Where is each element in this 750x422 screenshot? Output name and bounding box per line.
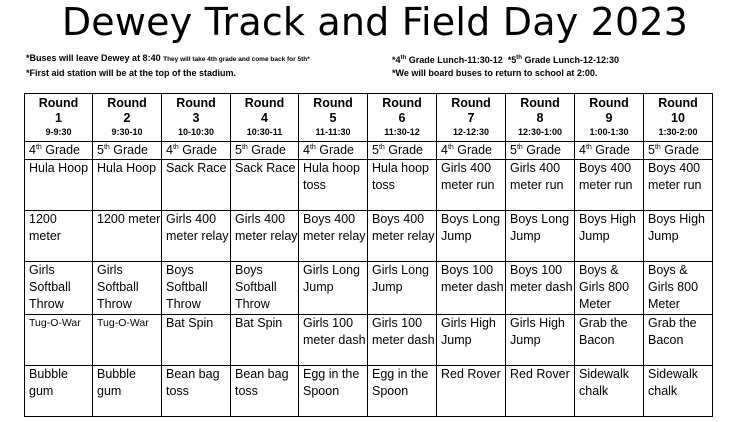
grade-number: 5 [97,143,104,157]
activity-cell: Girls Long Jump [299,262,368,314]
grade-suffix: th [516,143,523,151]
activity-cell: Boys 400 meter run [644,160,713,211]
activity-row [25,262,713,314]
grade-cell [575,142,644,160]
grade-cell [506,142,575,160]
round-header [231,94,299,142]
round-label: Round [313,96,353,110]
round-number: 3 [192,111,200,125]
grade-number: 5 [372,143,379,157]
grade-suffix: th [447,143,454,151]
round-header [368,94,437,142]
round-label: Round [451,96,491,110]
grade-word: Grade [247,143,287,157]
grade-number: 4 [303,143,310,157]
activity-cell: Boys High Jump [575,211,644,262]
activity-cell: Boys Long Jump [506,211,575,262]
round-label: Round [658,96,698,110]
activity-cell: Girls Softball Throw [25,262,93,314]
activity-cell: Boys 100 meter dash [506,262,575,314]
activity-cell: Girls High Jump [437,314,506,365]
activity-cell: Tug-O-War [93,314,162,365]
grade-number: 5 [510,143,517,157]
activity-cell: Boys Softball Throw [231,262,299,314]
round-time: 12:30-1:00 [517,127,563,137]
grade-suffix: th [378,143,385,151]
round-number: 2 [123,111,131,125]
activity-row [25,314,713,365]
grade-suffix: th [585,143,592,151]
activity-cell: Egg in the Spoon [368,365,437,416]
grade-word: Grade [41,143,81,157]
activity-cell: Boys Long Jump [437,211,506,262]
round-header [644,94,713,142]
activity-cell: Hula hoop toss [299,160,368,211]
grade-word: Grade [591,143,631,157]
lunch5-text: Grade Lunch-12-12:30 [521,55,619,65]
activity-cell: Sidewalk chalk [575,365,644,416]
activity-cell: Grab the Bacon [644,314,713,365]
round-number: 4 [261,111,268,125]
activity-cell: Girls 400 meter run [506,160,575,211]
grade-suffix: th [309,143,316,151]
round-number: 6 [398,111,406,125]
activity-cell: Boys High Jump [644,211,713,262]
activity-cell: Girls 100 meter dash [299,314,368,365]
round-time: 11:30-12 [384,127,420,137]
lunch4-prefix: *4 [392,55,401,65]
grade-suffix: th [103,143,110,151]
activity-cell: Bean bag toss [162,365,231,416]
round-time: 1:30-2:00 [658,127,698,137]
round-number: 5 [329,111,337,125]
activity-cell: Egg in the Spoon [299,365,368,416]
activity-cell: Hula hoop toss [368,160,437,211]
activity-cell: Girls 400 meter relay [231,211,299,262]
activity-cell: Tug-O-War [25,314,93,365]
round-number: 9 [605,111,613,125]
activity-cell: Boys Softball Throw [162,262,231,314]
bus-note [26,52,310,66]
activity-cell: Bubble gum [25,365,93,416]
activity-cell: 1200 meter [25,211,93,262]
grade-cell [437,142,506,160]
activity-cell: Boys 400 meter relay [368,211,437,262]
round-number: 1 [55,111,62,125]
activity-cell: Red Rover [506,365,575,416]
rounds-header-row [25,94,713,142]
schedule-table [24,93,713,417]
bus-note-main: *Buses will leave Dewey at 8:40 [26,53,161,63]
grade-word: Grade [453,143,493,157]
grade-suffix: th [172,143,179,151]
grade-cell [644,142,713,160]
activity-cell: Boys 400 meter run [575,160,644,211]
round-header [299,94,368,142]
grade-cell [231,142,299,160]
activity-cell: 1200 meter [93,211,162,262]
round-time: 1:00-1:30 [589,127,629,137]
activity-cell: Hula Hoop [93,160,162,211]
activity-row [25,211,713,262]
lunch-note [392,52,619,66]
round-header [575,94,644,142]
grade-word: Grade [315,143,355,157]
grade-cell [25,142,93,160]
activity-cell: Hula Hoop [25,160,93,211]
activity-cell: Girls Softball Throw [93,262,162,314]
round-number: 7 [467,111,475,125]
grade-number: 4 [441,143,448,157]
activity-cell: Girls 400 meter relay [162,211,231,262]
round-header [437,94,506,142]
round-time: 9-9:30 [45,127,72,137]
activity-cell: Girls 100 meter dash [368,314,437,365]
activity-cell: Boys & Girls 800 Meter [575,262,644,314]
round-number: 10 [671,111,685,125]
board-note: *We will board buses to return to school at 2:00. [392,68,598,78]
activity-cell: Bat Spin [162,314,231,365]
grade-suffix: th [35,143,42,151]
round-time: 12-12:30 [452,127,490,137]
round-label: Round [520,96,560,110]
round-label: Round [244,96,285,110]
activity-cell: Red Rover [437,365,506,416]
round-header [506,94,575,142]
grade-cell [299,142,368,160]
grade-word: Grade [178,143,218,157]
first-aid-note: *First aid station will be at the top of the stadium. [26,68,237,78]
activity-cell: Boys 100 meter dash [437,262,506,314]
activity-cell: Girls Long Jump [368,262,437,314]
grade-number: 4 [29,143,36,157]
page-title: Dewey Track and Field Day 2023 [61,0,689,44]
round-header [25,94,93,142]
round-header [93,94,162,142]
grade-number: 4 [166,143,173,157]
lunch5-prefix: *5 [507,55,517,65]
activity-cell: Sack Race [162,160,231,211]
round-time: 9:30-10 [111,127,143,137]
round-time: 10:30-11 [246,127,283,137]
round-label: Round [589,96,629,110]
activity-cell: Boys & Girls 800 Meter [644,262,713,314]
grade-word: Grade [660,143,700,157]
grade-word: Grade [384,143,424,157]
grade-word: Grade [522,143,562,157]
activity-cell: Grab the Bacon [575,314,644,365]
grade-word: Grade [109,143,149,157]
activity-cell: Boys 400 meter relay [299,211,368,262]
round-number: 8 [536,111,544,125]
activity-row [25,160,713,211]
grade-number: 5 [648,143,655,157]
round-time: 11-11:30 [315,127,351,137]
activity-cell: Bat Spin [231,314,299,365]
grades-row [25,142,713,160]
grade-number: 5 [235,143,242,157]
activity-cell: Sidewalk chalk [644,365,713,416]
grade-cell [368,142,437,160]
round-label: Round [176,96,216,110]
activity-cell: Girls 400 meter run [437,160,506,211]
activity-cell: Girls High Jump [506,314,575,365]
grade-suffix: th [241,143,248,151]
lunch5-sup: th [516,55,522,61]
lunch4-sup: th [400,55,407,61]
round-label: Round [38,96,79,110]
grade-cell [93,142,162,160]
round-header [162,94,231,142]
lunch4-text: Grade Lunch-11:30-12 [406,55,503,65]
activity-row [25,365,713,416]
round-label: Round [107,96,147,110]
round-label: Round [382,96,422,110]
bus-note-small: They will take 4th grade and come back for 5th* [163,56,310,63]
activity-cell: Bean bag toss [231,365,299,416]
grade-cell [162,142,231,160]
round-time: 10-10:30 [177,127,215,137]
activity-cell: Sack Race [231,160,299,211]
grade-number: 4 [579,143,586,157]
grade-suffix: th [654,143,661,151]
activity-cell: Bubble gum [93,365,162,416]
